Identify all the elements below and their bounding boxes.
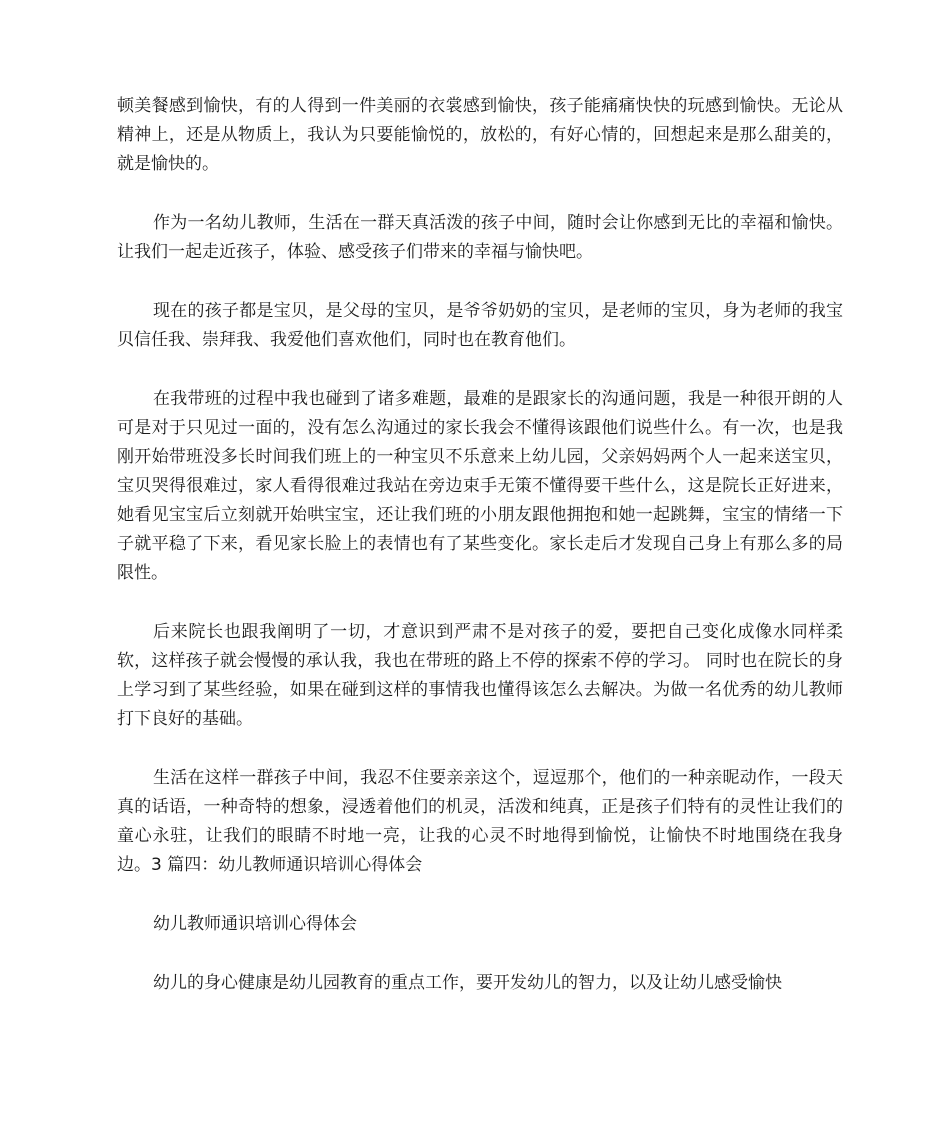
- paragraph-4: 在我带班的过程中我也碰到了诸多难题，最难的是跟家长的沟通问题，我是一种很开朗的人可是对于只见过一面的，没有怎么沟通过的家长我会不懂得该跟他们说些什么。有一次，也是我刚开始带班没多长时间我们班上的一种宝贝不乐意来上幼儿园，父亲妈妈两个人一起来送宝贝，宝贝哭得很难过，家人看得很难过我站在旁边束手无策不懂得要干些什么，这是院长正好进来，她看见宝宝后立刻就开始哄宝宝，还让我们班的小朋友跟他拥抱和她一起跳舞，宝宝的情绪一下子就平稳了下来，看见家长脸上的表情也有了某些变化。家长走后才发现自己身上有那么多的局限性。: [117, 389, 843, 583]
- paragraph-5: 后来院长也跟我阐明了一切，才意识到严肃不是对孩子的爱，要把自己变化成像水同样柔软，这样孩子就会慢慢的承认我，我也在带班的路上不停的探索不停的学习。 同时也在院长的身上学习到了某些经验，如果在碰到这样的事情我也懂得该怎么去解决。为做一名优秀的幼儿教师打下良好的基础。: [117, 622, 843, 729]
- paragraph-3: 现在的孩子都是宝贝，是父母的宝贝，是爷爷奶奶的宝贝，是老师的宝贝，身为老师的我宝贝信任我、崇拜我、我爱他们喜欢他们，同时也在教育他们。: [117, 301, 843, 350]
- paragraph-8: 幼儿的身心健康是幼儿园教育的重点工作，要开发幼儿的智力，以及让幼儿感受愉快: [153, 973, 782, 993]
- paragraph-2: 作为一名幼儿教师，生活在一群天真活泼的孩子中间，随时会让你感到无比的幸福和愉快。让我们一起走近孩子，体验、感受孩子们带来的幸福与愉快吧。: [117, 213, 843, 262]
- paragraph-1: 顿美餐感到愉快，有的人得到一件美丽的衣裳感到愉快，孩子能痛痛快快的玩感到愉快。无论从精神上，还是从物质上，我认为只要能愉悦的，放松的，有好心情的，回想起来是那么甜美的，就是愉快的。: [117, 96, 843, 174]
- section-heading: 幼儿教师通识培训心得体会: [153, 914, 357, 934]
- paragraph-6: 生活在这样一群孩子中间，我忍不住要亲亲这个，逗逗那个，他们的一种亲昵动作，一段天真的话语，一种奇特的想象，浸透着他们的机灵，活泼和纯真，正是孩子们特有的灵性让我们的童心永驻，让我们的眼睛不时地一亮，让我的心灵不时地得到愉悦，让愉快不时地围绕在我身边。3 篇四：幼儿教师通识培训心得体会: [117, 768, 843, 875]
- document-body: [117, 92, 843, 1028]
